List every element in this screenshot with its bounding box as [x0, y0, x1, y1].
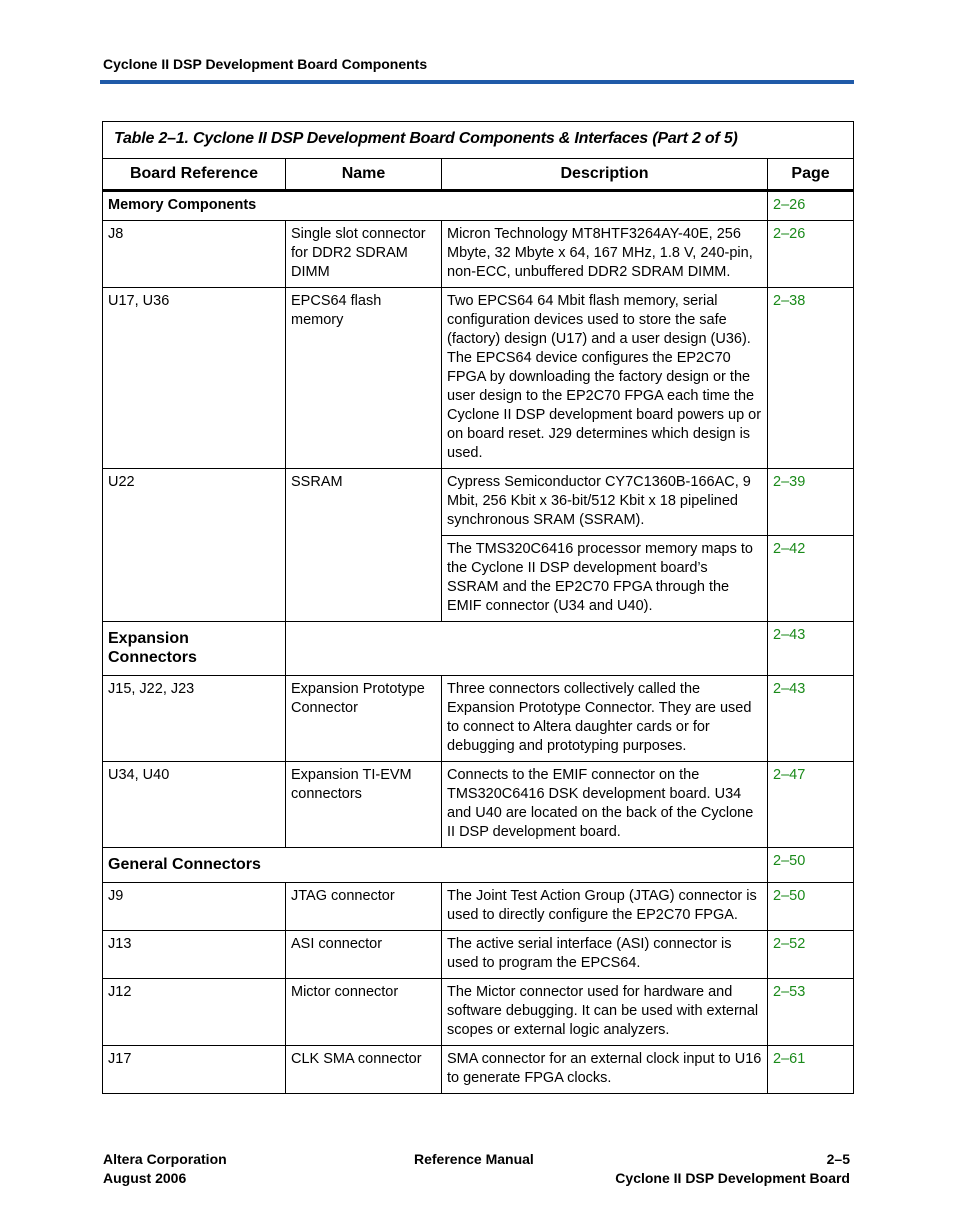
page-link[interactable]: 2–39 [768, 469, 854, 536]
page-link[interactable]: 2–26 [768, 191, 854, 221]
footer-company: Altera Corporation [103, 1151, 227, 1167]
board-reference: J12 [103, 979, 286, 1046]
section-row-general [103, 848, 854, 883]
section-row-expansion [103, 622, 854, 676]
page-link[interactable]: 2–47 [768, 762, 854, 848]
page-link[interactable]: 2–43 [768, 676, 854, 762]
component-description: The Joint Test Action Group (JTAG) connector is used to directly configure the EP2C70 FPGA. [442, 883, 768, 931]
table-header-row [103, 159, 854, 191]
table-row [103, 931, 854, 979]
table-row [103, 979, 854, 1046]
footer-manual: Reference Manual [414, 1151, 534, 1167]
component-name: CLK SMA connector [286, 1046, 442, 1094]
table-row [103, 469, 854, 536]
component-description: SMA connector for an external clock input to U16 to generate FPGA clocks. [442, 1046, 768, 1094]
component-name: Expansion TI-EVM connectors [286, 762, 442, 848]
page-link[interactable]: 2–26 [768, 221, 854, 288]
footer-date: August 2006 [103, 1170, 187, 1186]
board-reference: J17 [103, 1046, 286, 1094]
header-rule [100, 80, 854, 84]
page-link[interactable]: 2–38 [768, 288, 854, 469]
board-reference: U22 [103, 469, 286, 622]
page-link[interactable]: 2–50 [768, 848, 854, 883]
section-label: Expansion Connectors [103, 622, 286, 676]
table-caption: Table 2–1. Cyclone II DSP Development Board Components & Interfaces (Part 2 of 5) [103, 122, 854, 159]
empty-cell [286, 622, 768, 676]
component-description: Two EPCS64 64 Mbit flash memory, serial configuration devices used to store the safe (factory) design (U17) and a user design (U36). The EPCS64 device configures the EP2C70 FPGA by downloading the factory design or the user design to the EP2C70 FPGA each time the Cyclone II DSP development board powers up or on board reset. J29 determines which design is used. [442, 288, 768, 469]
board-reference: J15, J22, J23 [103, 676, 286, 762]
page-link[interactable]: 2–53 [768, 979, 854, 1046]
components-table [102, 121, 853, 1094]
table-row [103, 288, 854, 469]
component-name: EPCS64 flash memory [286, 288, 442, 469]
page-link[interactable]: 2–61 [768, 1046, 854, 1094]
table-row [103, 1046, 854, 1094]
component-name: Single slot connector for DDR2 SDRAM DIMM [286, 221, 442, 288]
component-name: JTAG connector [286, 883, 442, 931]
section-label: General Connectors [103, 848, 768, 883]
column-header-page: Page [768, 159, 854, 191]
component-name: SSRAM [286, 469, 442, 622]
column-header-description: Description [442, 159, 768, 191]
table-row [103, 221, 854, 288]
page-link[interactable]: 2–50 [768, 883, 854, 931]
footer-page-number: 2–5 [826, 1151, 850, 1167]
column-header-board-reference: Board Reference [103, 159, 286, 191]
table-row [103, 762, 854, 848]
component-description: The TMS320C6416 processor memory maps to the Cyclone II DSP development board’s SSRAM and the EP2C70 FPGA through the EMIF connector (U34 and U40). [442, 536, 768, 622]
board-reference: J8 [103, 221, 286, 288]
board-reference: U17, U36 [103, 288, 286, 469]
component-description: Cypress Semiconductor CY7C1360B-166AC, 9 Mbit, 256 Kbit x 36-bit/512 Kbit x 18 pipelined synchronous SRAM (SSRAM). [442, 469, 768, 536]
running-header: Cyclone II DSP Development Board Components [103, 56, 428, 72]
column-header-name: Name [286, 159, 442, 191]
page-link[interactable]: 2–42 [768, 536, 854, 622]
component-description: Connects to the EMIF connector on the TMS320C6416 DSK development board. U34 and U40 are located on the back of the Cyclone II DSP development board. [442, 762, 768, 848]
component-name: ASI connector [286, 931, 442, 979]
component-description: Micron Technology MT8HTF3264AY-40E, 256 Mbyte, 32 Mbyte x 64, 167 MHz, 1.8 V, 240-pin, non-ECC, unbuffered DDR2 SDRAM DIMM. [442, 221, 768, 288]
table-row [103, 883, 854, 931]
component-description: The Mictor connector used for hardware and software debugging. It can be used with external scopes or external logic analyzers. [442, 979, 768, 1046]
footer-book-title: Cyclone II DSP Development Board [615, 1170, 850, 1186]
section-row-memory [103, 191, 854, 221]
component-name: Expansion Prototype Connector [286, 676, 442, 762]
component-name: Mictor connector [286, 979, 442, 1046]
table-row [103, 676, 854, 762]
section-label: Memory Components [103, 191, 768, 221]
board-reference: J13 [103, 931, 286, 979]
page-link[interactable]: 2–52 [768, 931, 854, 979]
board-reference: J9 [103, 883, 286, 931]
page-link[interactable]: 2–43 [768, 622, 854, 676]
component-description: Three connectors collectively called the Expansion Prototype Connector. They are used to connect to Altera daughter cards or for debugging and prototyping purposes. [442, 676, 768, 762]
board-reference: U34, U40 [103, 762, 286, 848]
component-description: The active serial interface (ASI) connector is used to program the EPCS64. [442, 931, 768, 979]
